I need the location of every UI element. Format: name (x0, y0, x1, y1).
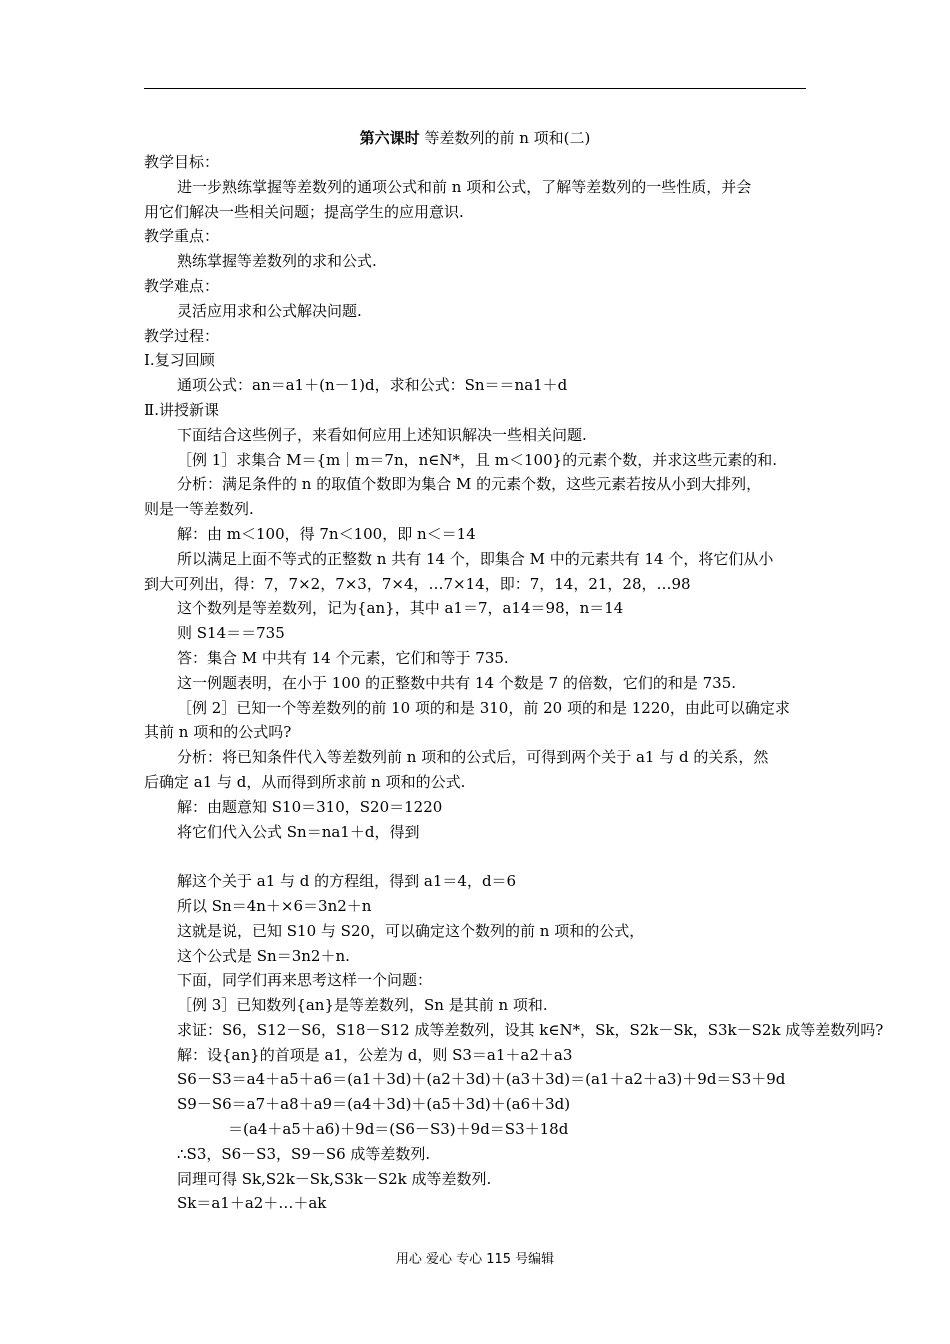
example3-solution-7: Sk＝a1＋a2＋…＋ak (177, 1194, 327, 1213)
goal-line-2: 用它们解决一些相关问题；提高学生的应用意识. (144, 202, 464, 221)
lesson-title-text: 等差数列的前 n 项和(二) (424, 129, 591, 147)
lesson-title-bold: 第六课时 (359, 129, 420, 147)
difficulty-heading: 教学难点： (144, 276, 220, 295)
new-lesson-heading: Ⅱ.讲授新课 (144, 400, 219, 419)
goal-line-1: 进一步熟练掌握等差数列的通项公式和前 n 项和公式，了解等差数列的一些性质，并会 (177, 177, 752, 196)
example1-solution-1: 解：由 m＜100，得 7n＜100，即 n＜＝14 (177, 524, 476, 543)
example1-answer: 答：集合 M 中共有 14 个元素，它们和等于 735. (177, 648, 509, 667)
equation-gap (144, 844, 809, 869)
goal-heading: 教学目标： (144, 153, 220, 171)
key-heading: 教学重点： (144, 227, 220, 246)
example3-solution-6: 同理可得 Sk,S2k－Sk,S3k－S2k 成等差数列. (177, 1169, 492, 1188)
example2-problem-2: 其前 n 项和的公式吗? (144, 723, 292, 742)
example2-problem-1: ［例 2］已知一个等差数列的前 10 项的和是 310，前 20 项的和是 1220，由此可以确定求 (177, 698, 790, 717)
example1-analysis-2: 则是一等差数列. (144, 500, 254, 519)
example2-solution-3: 解这个关于 a1 与 d 的方程组，得到 a1＝4，d＝6 (177, 872, 517, 891)
example2-solution-1: 解：由题意知 S10＝310，S20＝1220 (177, 797, 443, 816)
intro-text: 下面结合这些例子，来看如何应用上述知识解决一些相关问题. (177, 425, 587, 444)
example3-solution-1: 解：设{an}的首项是 a1，公差为 d，则 S3＝a1＋a2＋a3 (177, 1045, 573, 1064)
header-rule (144, 88, 806, 89)
example1-solution-2a: 所以满足上面不等式的正整数 n 共有 14 个，即集合 M 中的元素共有 14 个，将它们从小 (177, 549, 774, 568)
example3-problem: ［例 3］已知数列{an}是等差数列，Sn 是其前 n 项和. (177, 996, 548, 1015)
example2-solution-4: 所以 Sn＝4n＋×6＝3n2＋n (177, 896, 372, 915)
example2-solution-2: 将它们代入公式 Sn＝na1＋d，得到 (177, 822, 420, 841)
document-body (144, 150, 884, 1216)
example1-note: 这一例题表明，在小于 100 的正整数中共有 14 个数是 7 的倍数，它们的和是 735. (177, 673, 737, 692)
example1-solution-2b: 到大可列出，得：7，7×2，7×3，7×4，…7×14，即：7，14，21，28，…98 (144, 574, 691, 593)
example1-solution-4: 则 S14＝＝735 (177, 624, 285, 643)
example2-analysis-2: 后确定 a1 与 d，从而得到所求前 n 项和的公式. (144, 772, 466, 791)
example3-solution-5: ∴S3，S6－S3，S9－S6 成等差数列. (177, 1144, 431, 1163)
example2-solution-5: 这就是说，已知 S10 与 S20，可以确定这个数列的前 n 项和的公式， (177, 921, 645, 940)
lesson-title (0, 127, 950, 148)
example2-solution-6: 这个公式是 Sn＝3n2＋n. (177, 946, 350, 965)
review-heading: Ⅰ.复习回顾 (144, 351, 215, 370)
example1-problem: ［例 1］求集合 M＝{m｜m＝7n，n∈N*，且 m＜100}的元素个数，并求这些元素的和. (177, 450, 777, 469)
example1-solution-3: 这个数列是等差数列，记为{an}，其中 a1＝7，a14＝98，n＝14 (177, 599, 624, 618)
process-heading: 教学过程： (144, 326, 220, 345)
example1-analysis-1: 分析：满足条件的 n 的取值个数即为集合 M 的元素个数，这些元素若按从小到大排列， (177, 475, 762, 494)
page-footer: 用心 爱心 专心 115 号编辑 (395, 1252, 555, 1267)
example3-solution-4: ＝(a4＋a5＋a6)＋9d＝(S6－S3)＋9d＝S3＋18d (228, 1120, 569, 1139)
example3-solution-3: S9－S6＝a7＋a8＋a9＝(a4＋3d)＋(a5＋3d)＋(a6＋3d) (177, 1095, 571, 1114)
example2-analysis-1: 分析：将已知条件代入等差数列前 n 项和的公式后，可得到两个关于 a1 与 d 的关系，然 (177, 748, 769, 767)
key-text: 熟练掌握等差数列的求和公式. (177, 252, 377, 271)
example3-lead: 下面，同学们再来思考这样一个问题： (177, 971, 433, 990)
difficulty-text: 灵活应用求和公式解决问题. (177, 301, 362, 320)
example3-solution-2: S6－S3＝a4＋a5＋a6＝(a1＋3d)＋(a2＋3d)＋(a3＋3d)＝(a1＋a2＋a3)＋9d＝S3＋9d (177, 1070, 786, 1089)
review-formulas: 通项公式：an＝a1＋(n－1)d，求和公式：Sn＝＝na1＋d (177, 376, 568, 395)
example3-prove: 求证：S6，S12－S6，S18－S12 成等差数列，设其 k∈N*，Sk，S2k－Sk，S3k－S2k 成等差数列吗? (177, 1020, 884, 1039)
